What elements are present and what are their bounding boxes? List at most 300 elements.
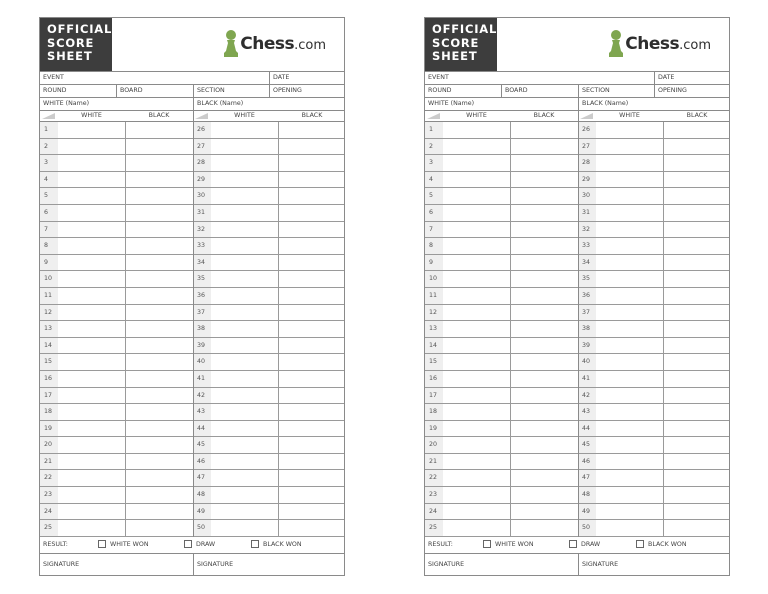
section-field[interactable]: SECTION	[197, 87, 225, 94]
white-column-header: WHITE	[466, 112, 487, 119]
white-move-cell[interactable]	[443, 205, 511, 221]
black-move-cell[interactable]	[511, 205, 578, 221]
black-move-cell[interactable]	[279, 188, 346, 204]
move-number: 33	[193, 238, 211, 254]
white-move-cell[interactable]	[58, 305, 126, 321]
opening-field[interactable]: OPENING	[658, 87, 687, 94]
divider	[654, 85, 655, 97]
white-move-cell[interactable]	[596, 122, 664, 138]
black-move-cell[interactable]	[126, 139, 193, 155]
draw-checkbox[interactable]	[184, 540, 192, 548]
white-move-cell[interactable]	[211, 205, 279, 221]
move-number: 25	[40, 520, 58, 536]
move-row	[40, 188, 344, 205]
black-move-cell[interactable]	[664, 520, 731, 536]
move-row	[40, 305, 344, 322]
move-number: 26	[193, 122, 211, 138]
white-column-header: WHITE	[234, 112, 255, 119]
black-move-cell[interactable]	[126, 437, 193, 453]
black-move-cell[interactable]	[126, 470, 193, 486]
move-number: 17	[40, 388, 58, 404]
date-field[interactable]: DATE	[273, 74, 290, 81]
black-move-cell[interactable]	[126, 255, 193, 271]
white-signature-field[interactable]: SIGNATURE	[43, 560, 80, 568]
black-move-cell[interactable]	[126, 487, 193, 503]
black-move-cell[interactable]	[126, 122, 193, 138]
white-move-cell[interactable]	[211, 520, 279, 536]
white-move-cell[interactable]	[596, 155, 664, 171]
move-row	[40, 354, 344, 371]
black-move-cell[interactable]	[664, 338, 731, 354]
round-field[interactable]: ROUND	[43, 87, 67, 94]
result-row	[40, 537, 344, 554]
black-move-cell[interactable]	[279, 487, 346, 503]
white-move-cell[interactable]	[211, 338, 279, 354]
white-move-cell[interactable]	[596, 487, 664, 503]
black-move-cell[interactable]	[126, 222, 193, 238]
white-move-cell[interactable]	[443, 470, 511, 486]
black-move-cell[interactable]	[511, 305, 578, 321]
white-move-cell[interactable]	[443, 271, 511, 287]
white-move-cell[interactable]	[596, 454, 664, 470]
black-move-cell[interactable]	[511, 454, 578, 470]
white-move-cell[interactable]	[58, 155, 126, 171]
black-move-cell[interactable]	[511, 172, 578, 188]
black-move-cell[interactable]	[126, 388, 193, 404]
white-move-cell[interactable]	[211, 454, 279, 470]
white-move-cell[interactable]	[596, 238, 664, 254]
move-number: 37	[578, 305, 596, 321]
move-number: 34	[578, 255, 596, 271]
white-name-field[interactable]: WHITE (Name)	[43, 100, 90, 107]
black-move-cell[interactable]	[664, 238, 731, 254]
white-move-cell[interactable]	[443, 338, 511, 354]
black-move-cell[interactable]	[511, 271, 578, 287]
black-move-cell[interactable]	[279, 172, 346, 188]
info-row	[425, 85, 729, 98]
black-move-cell[interactable]	[279, 222, 346, 238]
white-name-field[interactable]: WHITE (Name)	[428, 100, 475, 107]
black-move-cell[interactable]	[279, 470, 346, 486]
white-move-cell[interactable]	[443, 371, 511, 387]
black-move-cell[interactable]	[126, 288, 193, 304]
black-move-cell[interactable]	[511, 520, 578, 536]
black-move-cell[interactable]	[511, 421, 578, 437]
move-number: 7	[425, 222, 443, 238]
black-move-cell[interactable]	[511, 338, 578, 354]
black-move-cell[interactable]	[511, 354, 578, 370]
white-move-cell[interactable]	[443, 404, 511, 420]
black-move-cell[interactable]	[279, 371, 346, 387]
white-move-cell[interactable]	[443, 421, 511, 437]
black-move-cell[interactable]	[279, 288, 346, 304]
move-number: 36	[578, 288, 596, 304]
white-move-cell[interactable]	[443, 255, 511, 271]
black-move-cell[interactable]	[279, 404, 346, 420]
black-move-cell[interactable]	[664, 288, 731, 304]
date-field[interactable]: DATE	[658, 74, 675, 81]
white-move-cell[interactable]	[58, 371, 126, 387]
black-move-cell[interactable]	[279, 255, 346, 271]
black-move-cell[interactable]	[664, 354, 731, 370]
black-move-cell[interactable]	[126, 504, 193, 520]
white-move-cell[interactable]	[596, 205, 664, 221]
white-move-cell[interactable]	[58, 520, 126, 536]
move-number: 41	[193, 371, 211, 387]
black-move-cell[interactable]	[511, 504, 578, 520]
black-move-cell[interactable]	[279, 388, 346, 404]
black-move-cell[interactable]	[279, 520, 346, 536]
white-move-cell[interactable]	[443, 188, 511, 204]
white-move-cell[interactable]	[596, 388, 664, 404]
black-move-cell[interactable]	[511, 255, 578, 271]
sheet-title	[40, 18, 112, 71]
white-move-cell[interactable]	[443, 155, 511, 171]
white-move-cell[interactable]	[58, 238, 126, 254]
black-move-cell[interactable]	[126, 188, 193, 204]
white-move-cell[interactable]	[443, 172, 511, 188]
white-move-cell[interactable]	[596, 139, 664, 155]
white-move-cell[interactable]	[211, 404, 279, 420]
black-move-cell[interactable]	[126, 520, 193, 536]
black-name-field[interactable]: BLACK (Name)	[197, 100, 244, 107]
white-move-cell[interactable]	[211, 388, 279, 404]
black-move-cell[interactable]	[664, 222, 731, 238]
black-won-checkbox[interactable]	[636, 540, 644, 548]
white-move-cell[interactable]	[58, 354, 126, 370]
white-move-cell[interactable]	[211, 238, 279, 254]
round-field[interactable]: ROUND	[428, 87, 452, 94]
white-move-cell[interactable]	[211, 470, 279, 486]
divider	[578, 98, 579, 110]
score-sheet	[424, 17, 730, 576]
black-move-cell[interactable]	[126, 404, 193, 420]
move-number: 34	[193, 255, 211, 271]
white-move-cell[interactable]	[596, 470, 664, 486]
white-move-cell[interactable]	[443, 487, 511, 503]
black-move-cell[interactable]	[511, 238, 578, 254]
black-move-cell[interactable]	[126, 354, 193, 370]
chess-com-logo	[222, 28, 326, 60]
move-number: 50	[193, 520, 211, 536]
move-row	[40, 205, 344, 222]
white-move-cell[interactable]	[596, 520, 664, 536]
black-move-cell[interactable]	[279, 139, 346, 155]
white-move-cell[interactable]	[443, 520, 511, 536]
white-move-cell[interactable]	[211, 487, 279, 503]
white-move-cell[interactable]	[211, 371, 279, 387]
result-row	[425, 537, 729, 554]
black-move-cell[interactable]	[511, 388, 578, 404]
white-move-cell[interactable]	[58, 504, 126, 520]
black-move-cell[interactable]	[511, 188, 578, 204]
white-move-cell[interactable]	[596, 437, 664, 453]
board-field[interactable]: BOARD	[120, 87, 143, 94]
white-move-cell[interactable]	[211, 255, 279, 271]
move-row	[425, 288, 729, 305]
white-move-cell[interactable]	[596, 371, 664, 387]
white-move-cell[interactable]	[58, 404, 126, 420]
logo-text-main: Chess	[625, 34, 680, 54]
black-move-cell[interactable]	[279, 437, 346, 453]
black-move-cell[interactable]	[279, 122, 346, 138]
column-headers	[425, 111, 729, 122]
move-row	[425, 305, 729, 322]
white-move-cell[interactable]	[443, 238, 511, 254]
move-number: 21	[40, 454, 58, 470]
white-move-cell[interactable]	[211, 354, 279, 370]
black-move-cell[interactable]	[664, 470, 731, 486]
move-number: 37	[193, 305, 211, 321]
black-move-cell[interactable]	[664, 255, 731, 271]
black-move-cell[interactable]	[279, 238, 346, 254]
black-move-cell[interactable]	[511, 155, 578, 171]
black-move-cell[interactable]	[664, 172, 731, 188]
white-move-cell[interactable]	[58, 255, 126, 271]
white-move-cell[interactable]	[443, 222, 511, 238]
move-number: 14	[40, 338, 58, 354]
white-move-cell[interactable]	[58, 421, 126, 437]
white-move-cell[interactable]	[596, 338, 664, 354]
white-move-cell[interactable]	[211, 172, 279, 188]
black-move-cell[interactable]	[511, 437, 578, 453]
move-row	[40, 421, 344, 438]
logo-text-suffix: .com	[679, 38, 711, 53]
white-move-cell[interactable]	[596, 305, 664, 321]
white-move-cell[interactable]	[443, 122, 511, 138]
black-move-cell[interactable]	[664, 388, 731, 404]
black-move-cell[interactable]	[664, 205, 731, 221]
black-move-cell[interactable]	[511, 371, 578, 387]
black-move-cell[interactable]	[126, 305, 193, 321]
move-number: 4	[425, 172, 443, 188]
black-column-header: BLACK	[686, 112, 708, 119]
white-move-cell[interactable]	[596, 404, 664, 420]
black-won-checkbox[interactable]	[251, 540, 259, 548]
move-row	[425, 388, 729, 405]
black-move-cell[interactable]	[664, 155, 731, 171]
black-move-cell[interactable]	[511, 122, 578, 138]
white-move-cell[interactable]	[58, 487, 126, 503]
move-number: 22	[425, 470, 443, 486]
black-signature-field[interactable]: SIGNATURE	[582, 560, 619, 568]
move-number: 21	[425, 454, 443, 470]
white-move-cell[interactable]	[58, 205, 126, 221]
white-move-cell[interactable]	[58, 321, 126, 337]
white-move-cell[interactable]	[211, 222, 279, 238]
move-number: 12	[425, 305, 443, 321]
white-move-cell[interactable]	[211, 271, 279, 287]
move-row	[425, 139, 729, 156]
black-move-cell[interactable]	[511, 487, 578, 503]
black-move-cell[interactable]	[664, 122, 731, 138]
black-move-cell[interactable]	[126, 238, 193, 254]
black-move-cell[interactable]	[664, 504, 731, 520]
move-number: 31	[578, 205, 596, 221]
move-number: 12	[40, 305, 58, 321]
black-move-cell[interactable]	[511, 321, 578, 337]
black-move-cell[interactable]	[126, 271, 193, 287]
black-move-cell[interactable]	[279, 305, 346, 321]
white-move-cell[interactable]	[58, 454, 126, 470]
black-move-cell[interactable]	[126, 172, 193, 188]
move-number: 32	[578, 222, 596, 238]
white-move-cell[interactable]	[211, 437, 279, 453]
white-move-cell[interactable]	[58, 122, 126, 138]
black-move-cell[interactable]	[664, 271, 731, 287]
move-row	[40, 520, 344, 537]
black-name-field[interactable]: BLACK (Name)	[582, 100, 629, 107]
white-move-cell[interactable]	[443, 504, 511, 520]
logo-text-main: Chess	[240, 34, 295, 54]
black-move-cell[interactable]	[664, 487, 731, 503]
white-move-cell[interactable]	[443, 288, 511, 304]
black-move-cell[interactable]	[126, 421, 193, 437]
black-move-cell[interactable]	[511, 470, 578, 486]
white-move-cell[interactable]	[58, 139, 126, 155]
black-move-cell[interactable]	[279, 321, 346, 337]
black-move-cell[interactable]	[126, 338, 193, 354]
move-row	[425, 487, 729, 504]
move-number: 42	[193, 388, 211, 404]
white-move-cell[interactable]	[443, 354, 511, 370]
black-move-cell[interactable]	[279, 504, 346, 520]
divider	[578, 554, 579, 575]
move-number: 22	[40, 470, 58, 486]
black-move-cell[interactable]	[126, 321, 193, 337]
white-move-cell[interactable]	[58, 188, 126, 204]
white-move-cell[interactable]	[211, 421, 279, 437]
black-move-cell[interactable]	[126, 205, 193, 221]
white-move-cell[interactable]	[58, 470, 126, 486]
black-move-cell[interactable]	[279, 155, 346, 171]
black-move-cell[interactable]	[279, 271, 346, 287]
white-move-cell[interactable]	[596, 288, 664, 304]
move-number: 10	[425, 271, 443, 287]
section-field[interactable]: SECTION	[582, 87, 610, 94]
black-move-cell[interactable]	[664, 188, 731, 204]
white-move-cell[interactable]	[58, 388, 126, 404]
column-headers	[40, 111, 344, 122]
move-number: 40	[193, 354, 211, 370]
black-move-cell[interactable]	[664, 305, 731, 321]
move-row	[40, 504, 344, 521]
white-move-cell[interactable]	[596, 504, 664, 520]
logo-wordmark	[240, 34, 326, 54]
move-row	[40, 271, 344, 288]
white-move-cell[interactable]	[443, 454, 511, 470]
black-move-cell[interactable]	[279, 354, 346, 370]
white-move-cell[interactable]	[443, 305, 511, 321]
move-row	[40, 155, 344, 172]
draw-checkbox[interactable]	[569, 540, 577, 548]
black-move-cell[interactable]	[664, 404, 731, 420]
white-signature-field[interactable]: SIGNATURE	[428, 560, 465, 568]
move-number: 14	[425, 338, 443, 354]
white-move-cell[interactable]	[443, 321, 511, 337]
black-signature-field[interactable]: SIGNATURE	[197, 560, 234, 568]
move-number: 19	[40, 421, 58, 437]
white-won-checkbox[interactable]	[98, 540, 106, 548]
move-row	[425, 255, 729, 272]
white-move-cell[interactable]	[443, 139, 511, 155]
white-move-cell[interactable]	[58, 288, 126, 304]
black-move-cell[interactable]	[511, 139, 578, 155]
white-move-cell[interactable]	[596, 222, 664, 238]
white-move-cell[interactable]	[211, 305, 279, 321]
info-row	[40, 98, 344, 111]
move-row	[40, 255, 344, 272]
info-row	[425, 98, 729, 111]
move-number: 50	[578, 520, 596, 536]
white-column-header: WHITE	[81, 112, 102, 119]
white-move-cell[interactable]	[211, 504, 279, 520]
move-number: 32	[193, 222, 211, 238]
move-number: 49	[193, 504, 211, 520]
divider	[116, 85, 117, 97]
black-move-cell[interactable]	[279, 421, 346, 437]
black-move-cell[interactable]	[511, 222, 578, 238]
white-move-cell[interactable]	[58, 271, 126, 287]
black-move-cell[interactable]	[664, 421, 731, 437]
white-won-checkbox[interactable]	[483, 540, 491, 548]
black-move-cell[interactable]	[664, 454, 731, 470]
white-move-cell[interactable]	[211, 139, 279, 155]
white-move-cell[interactable]	[596, 354, 664, 370]
white-move-cell[interactable]	[596, 255, 664, 271]
black-move-cell[interactable]	[279, 205, 346, 221]
moves-table	[425, 122, 729, 537]
white-move-cell[interactable]	[211, 288, 279, 304]
white-move-cell[interactable]	[596, 271, 664, 287]
divider	[578, 122, 579, 537]
event-field[interactable]: EVENT	[428, 74, 449, 81]
black-move-cell[interactable]	[664, 371, 731, 387]
event-field[interactable]: EVENT	[43, 74, 64, 81]
white-move-cell[interactable]	[211, 155, 279, 171]
move-number: 16	[425, 371, 443, 387]
white-move-cell[interactable]	[596, 172, 664, 188]
move-row	[40, 388, 344, 405]
white-move-cell[interactable]	[58, 338, 126, 354]
white-move-cell[interactable]	[211, 321, 279, 337]
divider	[193, 98, 194, 110]
move-number: 30	[193, 188, 211, 204]
black-move-cell[interactable]	[511, 404, 578, 420]
white-move-cell[interactable]	[58, 172, 126, 188]
black-move-cell[interactable]	[126, 454, 193, 470]
black-move-cell[interactable]	[279, 454, 346, 470]
black-move-cell[interactable]	[126, 155, 193, 171]
black-move-cell[interactable]	[511, 288, 578, 304]
black-move-cell[interactable]	[664, 437, 731, 453]
black-move-cell[interactable]	[279, 338, 346, 354]
white-move-cell[interactable]	[596, 188, 664, 204]
white-move-cell[interactable]	[443, 437, 511, 453]
white-move-cell[interactable]	[596, 421, 664, 437]
black-move-cell[interactable]	[664, 139, 731, 155]
black-move-cell[interactable]	[664, 321, 731, 337]
white-move-cell[interactable]	[596, 321, 664, 337]
board-field[interactable]: BOARD	[505, 87, 528, 94]
white-move-cell[interactable]	[58, 437, 126, 453]
white-move-cell[interactable]	[58, 222, 126, 238]
white-move-cell[interactable]	[443, 388, 511, 404]
white-move-cell[interactable]	[211, 122, 279, 138]
black-move-cell[interactable]	[126, 371, 193, 387]
opening-field[interactable]: OPENING	[273, 87, 302, 94]
white-move-cell[interactable]	[211, 188, 279, 204]
